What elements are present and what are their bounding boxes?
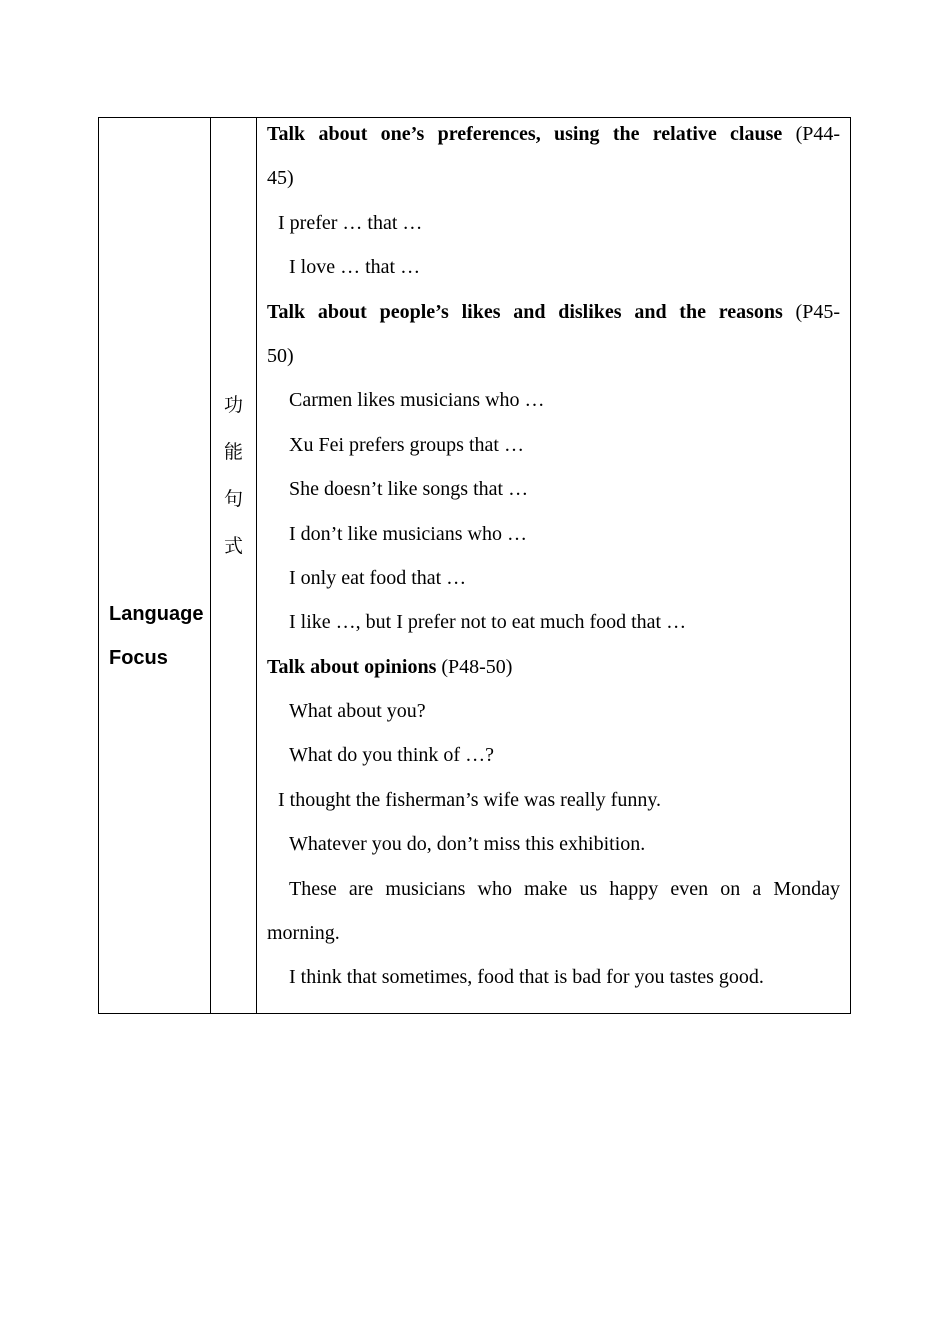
section-heading-preferences: Talk about one’s preferences, using the relative clause (P44- xyxy=(267,123,841,145)
language-focus-table xyxy=(98,117,851,1014)
example-line: I think that sometimes, food that is bad for you tastes good. xyxy=(289,966,764,989)
example-line: I prefer … that … xyxy=(278,211,423,234)
row-label-line-2: Focus xyxy=(109,646,168,669)
page-reference-continuation: 50) xyxy=(267,344,294,367)
category-cell xyxy=(211,118,257,1014)
example-line: I only eat food that … xyxy=(289,566,467,589)
example-line: I don’t like musicians who … xyxy=(289,522,527,545)
example-line: What do you think of …? xyxy=(289,744,494,767)
example-line-wrapped: These are musicians who make us happy even on a Monday xyxy=(289,877,840,900)
page-reference: (P44- xyxy=(795,123,841,145)
table-row xyxy=(99,118,851,1014)
row-label-cell xyxy=(99,118,211,1014)
category-char-2: 能 xyxy=(223,440,243,463)
example-line-continuation: morning. xyxy=(267,922,340,945)
page-reference-continuation: 45) xyxy=(267,167,294,190)
row-label-line-1: Language xyxy=(109,602,204,625)
example-line: She doesn’t like songs that … xyxy=(289,478,529,501)
example-line: Whatever you do, don’t miss this exhibition. xyxy=(289,833,646,856)
section-heading-opinions: Talk about opinions (P48-50) xyxy=(267,655,513,678)
category-char-1: 功 xyxy=(223,393,243,416)
page-reference: (P48-50) xyxy=(441,655,513,678)
category-char-4: 式 xyxy=(223,534,243,557)
category-char-3: 句 xyxy=(223,487,243,510)
page-reference: (P45- xyxy=(795,300,840,323)
example-line: I like …, but I prefer not to eat much food that … xyxy=(289,611,687,634)
example-line: Xu Fei prefers groups that … xyxy=(289,433,524,456)
example-line: What about you? xyxy=(289,700,426,723)
content-cell xyxy=(257,118,851,1014)
example-line: I thought the fisherman’s wife was really funny. xyxy=(278,788,662,811)
section-heading-likes-dislikes: Talk about people’s likes and dislikes and the reasons (P45- xyxy=(267,300,840,323)
example-line: Carmen likes musicians who … xyxy=(289,389,545,412)
example-line: I love … that … xyxy=(289,256,421,279)
